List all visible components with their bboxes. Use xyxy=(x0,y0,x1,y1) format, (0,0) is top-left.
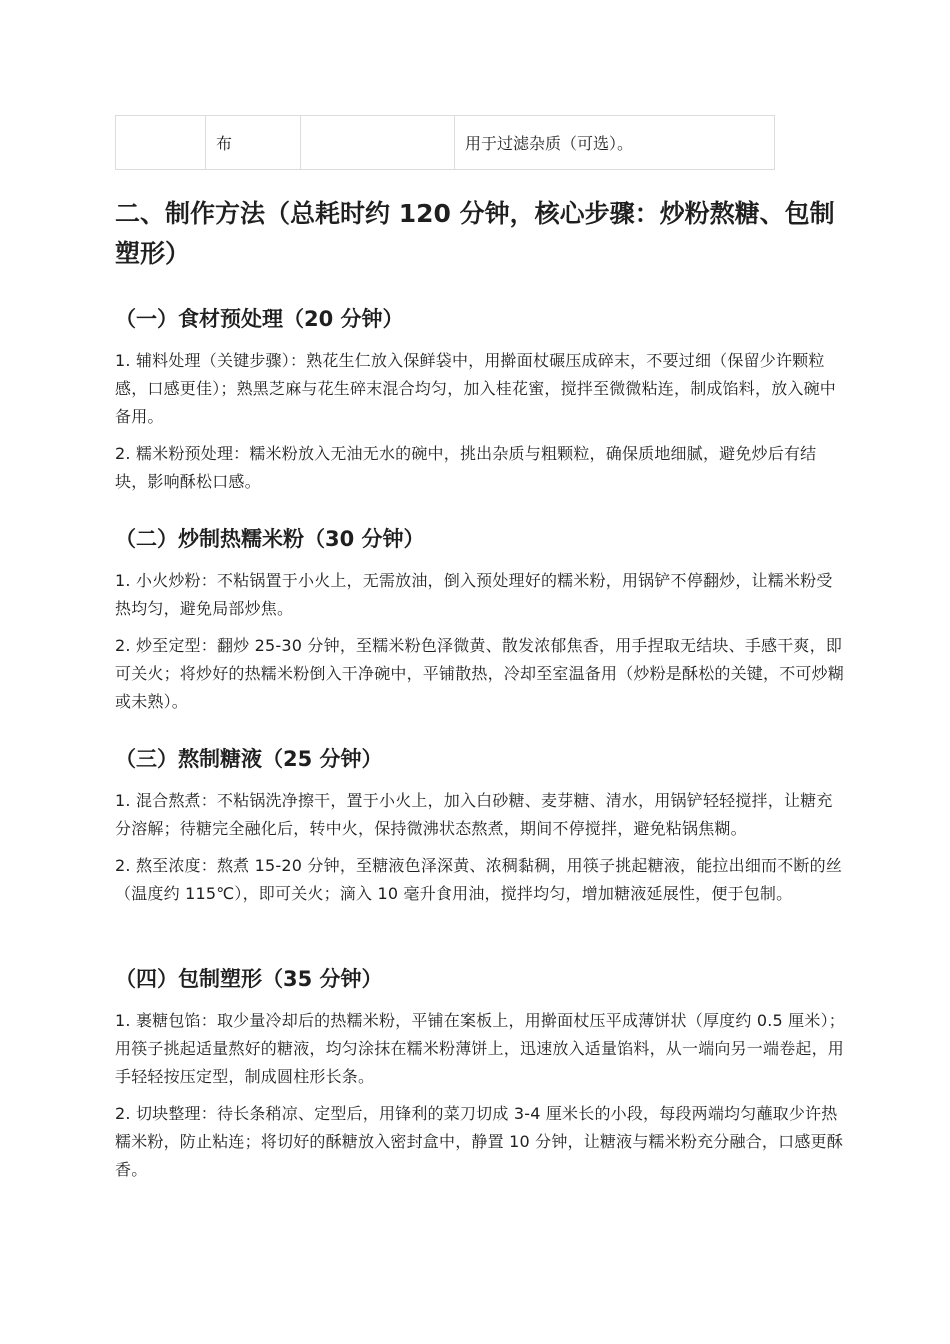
step-text: 1. 小火炒粉：不粘锅置于小火上，无需放油，倒入预处理好的糯米粉，用锅铲不停翻炒，让糯米粉受热均匀，避免局部炒焦。 xyxy=(115,571,833,618)
table-cell: 用于过滤杂质（可选）。 xyxy=(455,116,775,170)
subsection-title: （三）熬制糖液（25 分钟） xyxy=(115,747,383,771)
subsection-title: （四）包制塑形（35 分钟） xyxy=(115,967,383,991)
step-text: 2. 炒至定型：翻炒 25-30 分钟，至糯米粉色泽微黄、散发浓郁焦香，用手捏取无结块、手感干爽，即可关火；将炒好的热糯米粉倒入干净碗中，平铺散热，冷却至室温备用（炒粉是酥松的关键，不可炒糊或未熟）。 xyxy=(115,636,845,711)
step-text: 2. 切块整理：待长条稍凉、定型后，用锋利的菜刀切成 3-4 厘米长的小段，每段两端均匀蘸取少许热糯米粉，防止粘连；将切好的酥糖放入密封盒中，静置 10 分钟，让糖液与糯米粉充分融合，口感更酥香。 xyxy=(115,1104,843,1179)
section-title: 二、制作方法（总耗时约 120 分钟，核心步骤：炒粉熬糖、包制塑形） xyxy=(115,199,835,268)
step-text: 2. 熬至浓度：熬煮 15-20 分钟，至糖液色泽深黄、浓稠黏稠，用筷子挑起糖液，能拉出细而不断的丝（温度约 115℃），即可关火；滴入 10 毫升食用油，搅拌均匀，增加糖液延展性，便于包制。 xyxy=(115,856,843,903)
table-cell: 布 xyxy=(206,116,301,170)
step-text: 1. 辅料处理（关键步骤）：熟花生仁放入保鲜袋中，用擀面杖碾压成碎末，不要过细（保留少许颗粒感，口感更佳）；熟黑芝麻与花生碎末混合均匀，加入桂花蜜，搅拌至微微粘连，制成馅料，放入碗中备用。 xyxy=(115,351,837,426)
step-text: 1. 裹糖包馅：取少量冷却后的热糯米粉，平铺在案板上，用擀面杖压平成薄饼状（厚度约 0.5 厘米）；用筷子挑起适量熬好的糖液，均匀涂抹在糯米粉薄饼上，迅速放入适量馅料，从一端向另一端卷起，用手轻轻按压定型，制成圆柱形长条。 xyxy=(115,1011,845,1086)
step-text: 1. 混合熬煮：不粘锅洗净擦干，置于小火上，加入白砂糖、麦芽糖、清水，用锅铲轻轻搅拌，让糖充分溶解；待糖完全融化后，转中火，保持微沸状态熬煮，期间不停搅拌，避免粘锅焦糊。 xyxy=(115,791,833,838)
table-cell xyxy=(116,116,206,170)
subsection-title: （一）食材预处理（20 分钟） xyxy=(115,307,404,331)
ingredients-table-fragment xyxy=(115,115,775,170)
subsection-title: （二）炒制热糯米粉（30 分钟） xyxy=(115,527,425,551)
table-cell xyxy=(301,116,455,170)
table-row xyxy=(116,116,775,170)
step-text: 2. 糯米粉预处理：糯米粉放入无油无水的碗中，挑出杂质与粗颗粒，确保质地细腻，避免炒后有结块，影响酥松口感。 xyxy=(115,444,817,491)
